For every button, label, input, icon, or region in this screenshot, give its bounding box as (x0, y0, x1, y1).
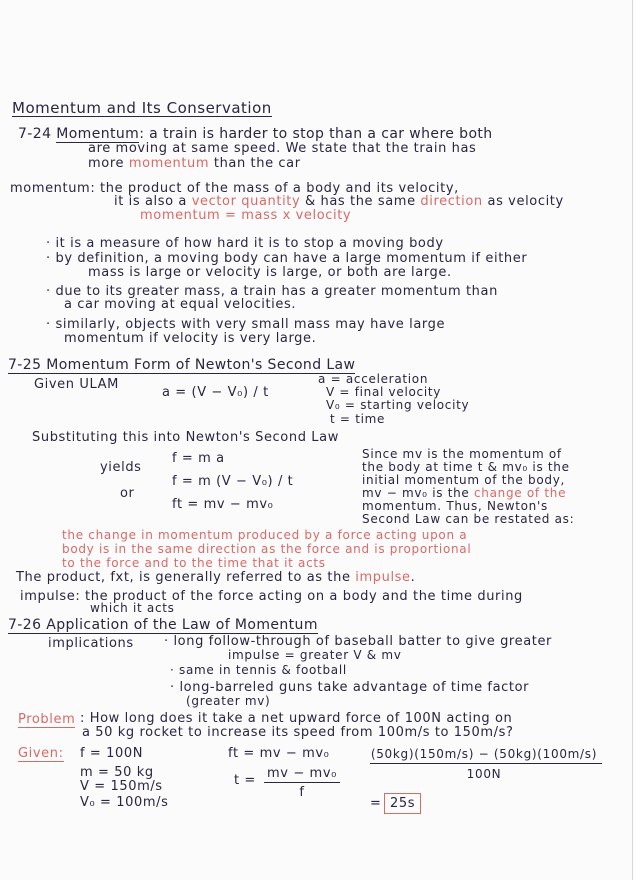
intro-line-3 (88, 156, 301, 171)
note-highlight: change of the (474, 486, 567, 500)
note-line-6: Second Law can be restated as: (362, 512, 575, 526)
implication-3b: (greater mv) (186, 694, 271, 708)
time-equation-lhs: t = (234, 773, 256, 788)
def-text: & has the same (300, 194, 421, 209)
note-line-1: Since mv is the momentum of (362, 447, 562, 461)
calc-fraction-bar (370, 763, 602, 764)
given-mass: m = 50 kg (80, 765, 154, 780)
intro-text: than the car (209, 156, 301, 171)
given-initial-velocity: V₀ = 100m/s (80, 795, 169, 810)
intro-line-2: are moving at same speed. We state that the train has (88, 141, 477, 156)
impulse-definition-2: which it acts (90, 601, 175, 615)
impulse-definition-1: impulse: the product of the force acting on a body and the time during (20, 589, 523, 604)
acceleration-equation: a = (V − V₀) / t (162, 385, 269, 400)
section-number: 7-24 (18, 126, 52, 142)
bullet-4b: momentum if velocity is very large. (64, 331, 317, 346)
bullet-2a: · by definition, a moving body can have a large momentum if either (46, 251, 528, 266)
equation-f-ma: f = m a (172, 451, 225, 466)
yields-label: yields (100, 460, 142, 475)
given-force: f = 100N (80, 746, 144, 761)
or-label: or (120, 486, 135, 501)
page-title: Momentum and Its Conservation (12, 99, 272, 117)
section-7-24-heading (18, 127, 493, 142)
calc-numerator: (50kg)(150m/s) − (50kg)(100m/s) (370, 747, 598, 761)
restated-law-3: to the force and to the time that it acts (62, 556, 326, 570)
legend-v0: V₀ = starting velocity (326, 398, 470, 412)
bullet-3b: a car moving at equal velocities. (64, 297, 297, 312)
calc-denominator: 100N (466, 767, 502, 781)
implication-2: · same in tennis & football (170, 663, 347, 677)
momentum-definition-1: momentum: the product of the mass of a body and its velocity, (10, 181, 459, 196)
substituting-line: Substituting this into Newton's Second Law (32, 430, 339, 445)
bullet-1: · it is a measure of how hard it is to stop a moving body (46, 236, 444, 251)
note-text: momentum. Thus, Newton's (362, 499, 548, 513)
legend-a: a = acceleration (318, 372, 429, 386)
section-title: Momentum (56, 126, 140, 142)
problem-question-1: : How long does it take a net upward force of 100N acting on (80, 711, 513, 726)
note-text: mv − mv₀ is the (362, 486, 474, 500)
momentum-formula: momentum = mass x velocity (140, 208, 352, 223)
time-fraction-bar (264, 782, 340, 783)
momentum-definition-2 (114, 194, 564, 209)
legend-v: V = final velocity (326, 385, 442, 399)
implications-label: implications (48, 636, 134, 651)
problem-question-2: a 50 kg rocket to increase its speed from 100m/s to 150m/s? (82, 725, 514, 740)
product-text: The product, fxt, is generally referred to as the (16, 570, 356, 585)
product-text: . (410, 570, 416, 585)
given-final-velocity: V = 150m/s (80, 779, 163, 794)
implication-3a: · long-barreled guns take advantage of time factor (170, 680, 530, 695)
restated-law-2: body is in the same direction as the force and is proportional (62, 542, 472, 556)
answer-equals: = (370, 796, 382, 811)
implication-1a: · long follow-through of baseball batter to give greater (164, 634, 552, 649)
equation-ft: ft = mv − mv₀ (172, 497, 274, 512)
def-text: as velocity (482, 194, 564, 209)
intro-text: more (88, 156, 129, 171)
def-text: it is also a (114, 194, 192, 209)
section-7-25-heading: 7-25 Momentum Form of Newton's Second Law (8, 357, 356, 373)
section-7-26-heading: 7-26 Application of the Law of Momentum (8, 617, 318, 633)
given-ulam: Given ULAM (34, 377, 119, 392)
bullet-4a: · similarly, objects with very small mass may have large (46, 317, 446, 332)
bullet-3a: · due to its greater mass, a train has a greater momentum than (46, 284, 498, 299)
impulse-word: impulse (355, 570, 411, 585)
equation-f-mvt: f = m (V − V₀) / t (172, 474, 294, 489)
note-line-3: initial momentum of the body, (362, 473, 566, 487)
bullet-2b: mass is large or velocity is large, or both are large. (88, 265, 452, 280)
intro-line-1: : a train is harder to stop than a car where both (139, 126, 493, 142)
def-highlight: vector quantity (191, 194, 301, 209)
note-line-5 (362, 499, 548, 513)
time-equation-denominator: f (299, 785, 305, 800)
def-highlight: direction (420, 194, 483, 209)
product-line (16, 570, 415, 585)
intro-highlight: momentum (128, 156, 210, 171)
implication-1b: impulse = greater V & mv (228, 648, 402, 662)
restated-law-1: the change in momentum produced by a force acting upon a (62, 528, 468, 542)
note-line-4 (362, 486, 566, 500)
legend-t: t = time (330, 412, 386, 426)
answer-box: 25s (384, 793, 421, 814)
note-line-2: the body at time t & mv₀ is the (362, 460, 570, 474)
time-equation-numerator: mv − mv₀ (267, 766, 337, 781)
problem-label: Problem (18, 712, 76, 727)
impulse-momentum-equation: ft = mv − mv₀ (228, 746, 330, 761)
given-label: Given: (18, 746, 64, 761)
